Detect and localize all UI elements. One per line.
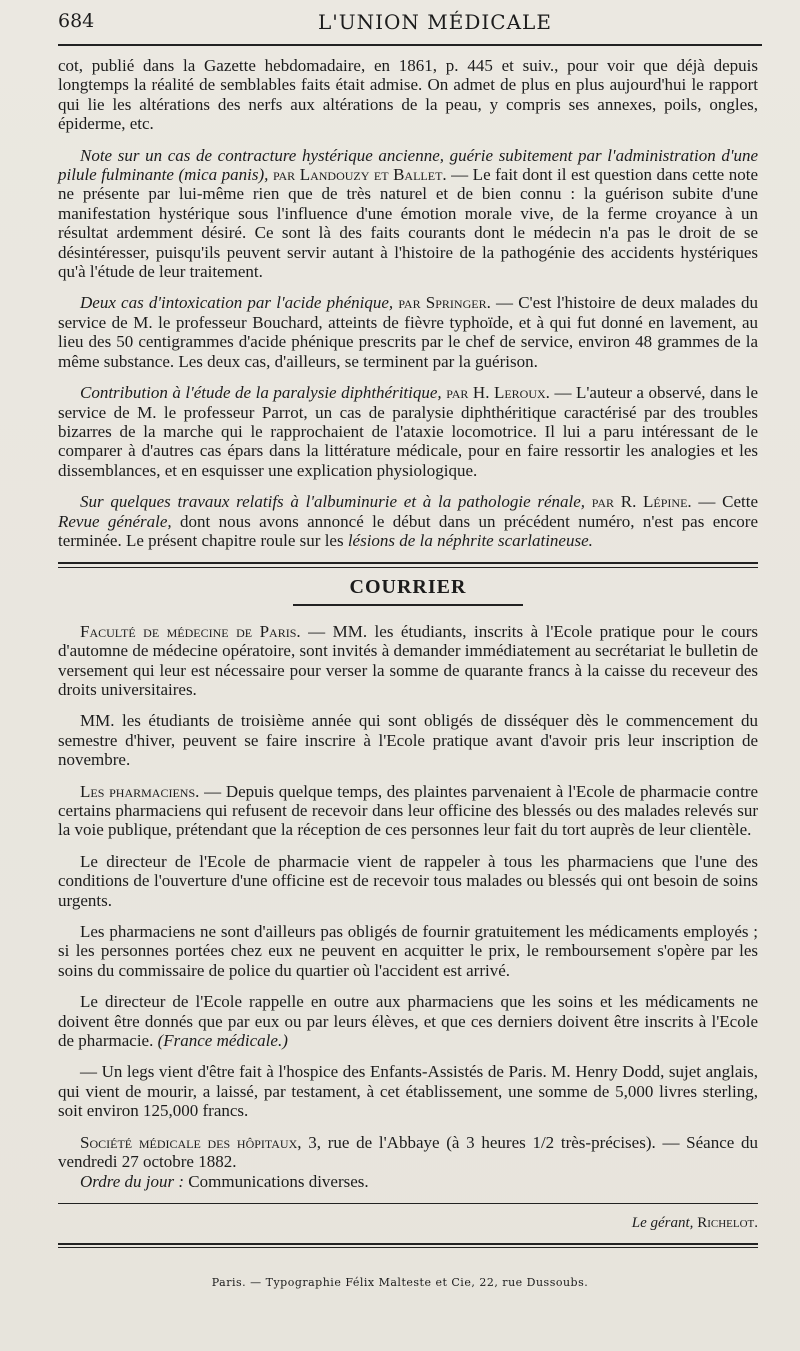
review-text-mid: dont nous avons annoncé le début dans un précédent numéro, n'est pas encore terminée. Le présent chapitre roule sur les: [58, 511, 758, 550]
review-continuation: [58, 56, 758, 134]
courrier-title: COURRIER: [349, 576, 467, 599]
running-head: L'UNION MÉDICALE: [318, 10, 552, 34]
review-text: — Le fait dont il est question dans cette note ne présente par lui-même rien que de très naturel et de bien connu : la guérison subite d'une manifestation hystérique sous l'influence d'une émotion morale vive, de la ferme croyance à un résultat ardemment désiré. Ce sont là des faits courants dont le médecin n'a pas le droit de se désintéresser, puisqu'ils peuvent servir autant à l'histoire de la pathogénie des accidents hystériques qu'à l'étude de leur traitement.: [58, 165, 759, 282]
courrier-text: 3, rue de l'Abbaye (à 3 heures 1/2 très-précises). — Séance du vendredi 27 octobre 1882.: [58, 1132, 759, 1172]
courrier-item: [58, 622, 758, 700]
courrier-agenda: [58, 1172, 758, 1191]
review-text-pre: — Cette: [698, 492, 758, 512]
review-italic-mid: Revue générale,: [58, 511, 172, 531]
review-italic-end: lésions de la néphrite scarlatineuse.: [347, 530, 593, 550]
courrier-text: — MM. les étudiants, inscrits à l'Ecole pratique pour le cours d'automne de médecine opératoire, sont invités à demander immédiatement au secrétariat le bulletin de versement qui leur est nécessaire pour verser la somme de quarante francs à la caisse du receveur des droits universitaires.: [58, 621, 758, 699]
review-title: Sur quelques travaux relatifs à l'albuminurie et à la pathologie rénale,: [80, 492, 586, 512]
courrier-item: [58, 992, 758, 1050]
review-title: Note sur un cas de contracture hystérique ancienne, guérie subitement par l'administration d'une pilule fulminante (mica panis),: [58, 145, 758, 185]
courrier-item: [58, 1133, 758, 1172]
courrier-item: [58, 711, 758, 769]
review-item: [58, 293, 758, 371]
courrier-text: — Depuis quelque temps, des plaintes parvenaient à l'Ecole de pharmacie contre certains pharmaciens qui refusent de recevoir dans leur officine des blessés ou des malades relevés sur la voie publique, prétendant que la réception de ces personnes leur fait du tort auprès de leur clientèle.: [58, 781, 758, 840]
page-number: 684: [58, 10, 95, 32]
courrier-item: [58, 782, 758, 840]
agenda-text: Communications diverses.: [188, 1171, 369, 1191]
header-rule: [58, 44, 762, 46]
courrier-text: MM. les étudiants de troisième année qui sont obligés de disséquer dès le commencement du semestre d'hiver, peuvent se faire inscrire à l'Ecole pratique avant d'avoir pris leur inscription de novembre.: [58, 711, 758, 770]
courrier-text: Le directeur de l'Ecole rappelle en outre aux pharmaciens que les soins et les médicaments ne doivent être donnés que par eux ou par leurs élèves, et que ces derniers doivent être inscrits à l'Ecole de pharmacie.: [58, 992, 758, 1051]
review-authors: par R. Lépine.: [591, 492, 692, 512]
courrier-text: Le directeur de l'Ecole de pharmacie vient de rappeler à tous les pharmaciens que l'une des conditions de l'ouverture d'une officine est de recevoir tous malades ou blessés qui ont besoin de soins urgents.: [58, 851, 758, 910]
review-authors: par Springer.: [398, 293, 491, 313]
courrier-item: [58, 1062, 758, 1120]
review-authors: par H. Leroux.: [446, 383, 550, 403]
signature-name: Richelot.: [697, 1214, 758, 1231]
courrier-text: — Un legs vient d'être fait à l'hospice des Enfants-Assistés de Paris. M. Henry Dodd, sujet anglais, qui vient de mourir, a laissé, par testament, à cet établissement, une somme de 5,000 livres sterling, soit environ 125,000 francs.: [58, 1062, 758, 1121]
signature-label: Le gérant,: [631, 1214, 694, 1231]
review-text: — C'est l'histoire de deux malades du service de M. le professeur Bouchard, atteints de fièvre typhoïde, et à qui fut donné en lavement, au lieu des 50 centigrammes d'acide phénique prescrits par le chef de service, environ 48 grammes de la même substance. Les deux cas, d'ailleurs, se terminent par la guérison.: [58, 293, 758, 371]
courrier-lead: Faculté de médecine de Paris.: [80, 621, 301, 641]
review-item: [58, 383, 758, 480]
review-item: [58, 146, 758, 282]
review-text: — L'auteur a observé, dans le service de M. le professeur Parrot, un cas de paralysie diphthéritique caractérisé par des troubles bizarres de la marche qui le rapprochaient de l'ataxie locomotrice. Il lui a paru intéressant de le comparer à d'autres cas épars dans la littérature médicale, pour en faire ressortir les analogies et les dissemblances, et en esquisser une explication physiologique.: [58, 383, 758, 480]
page-header: [58, 8, 760, 38]
page-content: [58, 56, 758, 1248]
footer-rule-bottom: [58, 1247, 758, 1248]
courrier-text: Les pharmaciens ne sont d'ailleurs pas obligés de fournir gratuitement les médicaments employés ; si les personnes portées chez eux ne peuvent en acquitter le prix, le remboursement s'opère par les soins du commissaire de police du quartier où l'accident est arrivé.: [58, 922, 758, 980]
section-rule-bottom: [58, 567, 758, 568]
review-title: Deux cas d'intoxication par l'acide phénique,: [80, 293, 394, 313]
signature: [58, 1214, 758, 1233]
printer-footer: Paris. — Typographie Félix Malteste et Cie, 22, rue Dussoubs.: [211, 1276, 589, 1289]
courrier-title-rule: [293, 604, 523, 606]
courrier-item: [58, 922, 758, 980]
courrier-item: [58, 852, 758, 910]
courrier-source: (France médicale.): [157, 1031, 288, 1051]
section-rule-top: [58, 562, 758, 564]
review-item: [58, 492, 758, 550]
review-authors: par Landouzy et Ballet.: [272, 165, 447, 185]
footer-rule-top: [58, 1243, 758, 1245]
courrier-lead: Les pharmaciens.: [80, 781, 200, 801]
courrier-lead: Société médicale des hôpitaux,: [80, 1132, 302, 1152]
review-title: Contribution à l'étude de la paralysie diphthéritique,: [80, 383, 442, 403]
review-text: cot, publié dans la Gazette hebdomadaire, en 1861, p. 445 et suiv., pour voir que déjà depuis longtemps la réalité de semblables faits était admise. On admet de plus en plus aujourd'hui le rapport qui lie les altérations des nerfs aux altérations de la peau, y compris ses annexes, poils, ongles, épiderme, etc.: [58, 56, 758, 134]
signature-rule: [58, 1203, 758, 1204]
agenda-label: Ordre du jour :: [80, 1171, 185, 1191]
